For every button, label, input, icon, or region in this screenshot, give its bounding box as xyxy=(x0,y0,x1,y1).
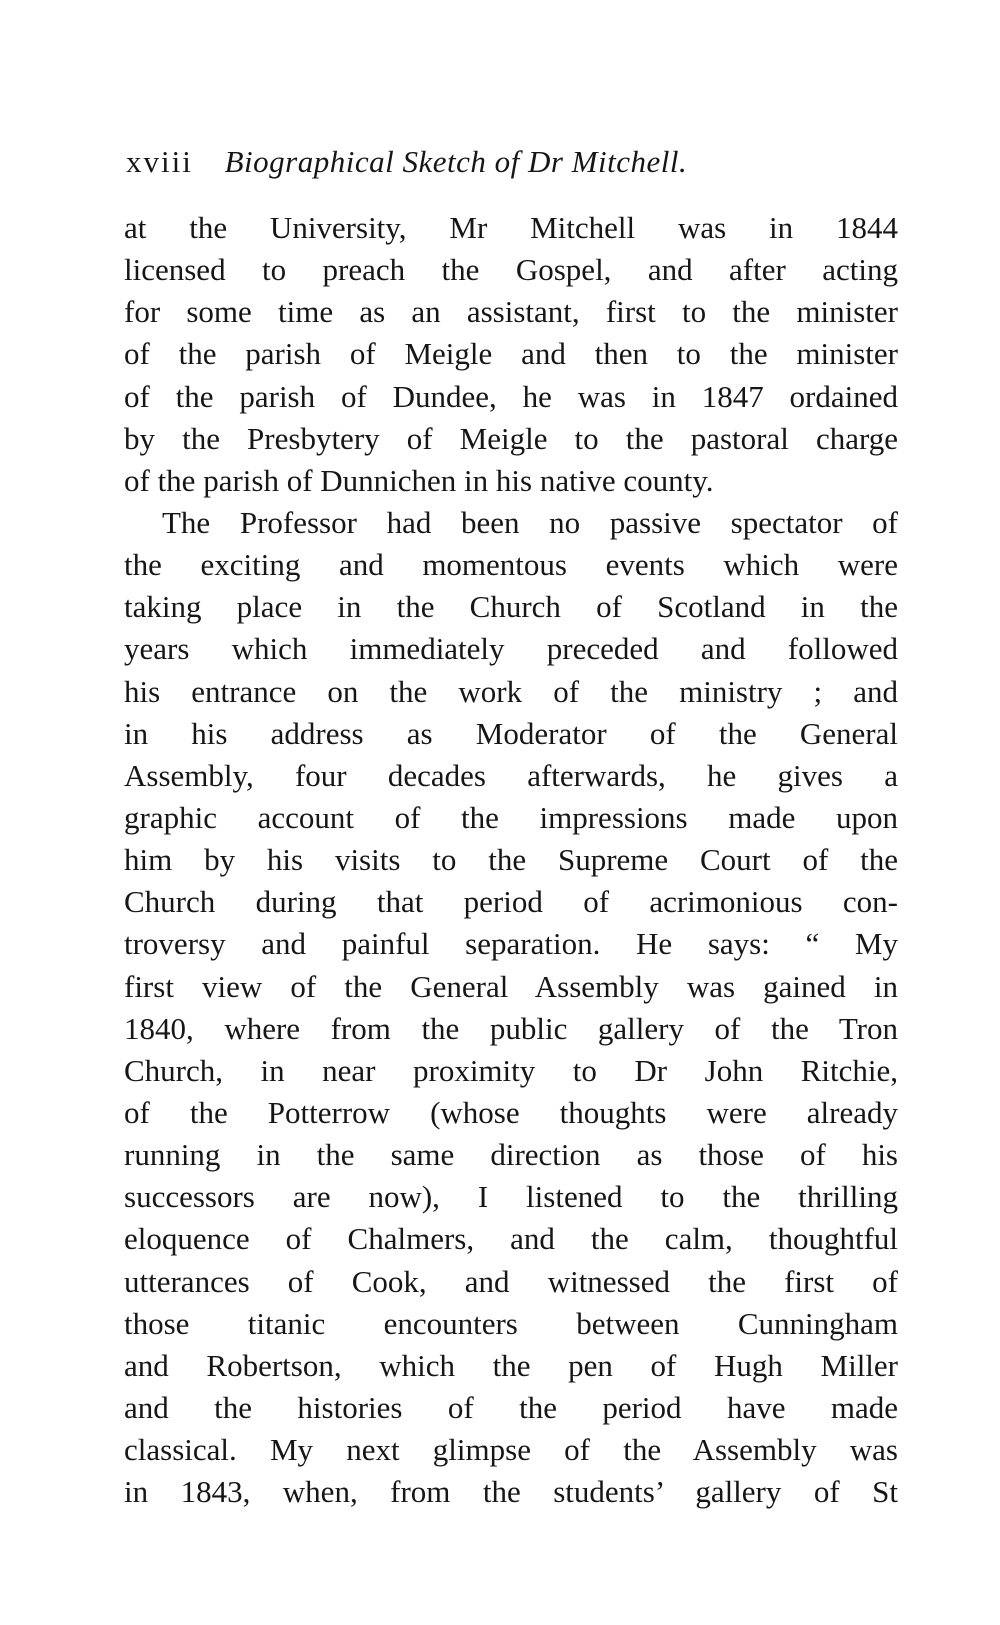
text-line: of the parish of Meigle and then to the minister xyxy=(124,336,898,372)
text-line: 1840, where from the public gallery of the Tron xyxy=(124,1010,898,1046)
body-text xyxy=(124,207,898,1513)
text-line: the exciting and momentous events which were xyxy=(124,547,898,583)
text-line: eloquence of Chalmers, and the calm, thoughtful xyxy=(124,1221,898,1257)
text-line: running in the same direction as those of his xyxy=(124,1137,898,1173)
text-line: Church, in near proximity to Dr John Ritchie, xyxy=(124,1052,898,1088)
text-line: successors are now), I listened to the thrilling xyxy=(124,1179,898,1215)
text-line: first view of the General Assembly was gained in xyxy=(124,968,898,1004)
text-line: him by his visits to the Supreme Court of the xyxy=(124,842,898,878)
text-line: at the University, Mr Mitchell was in 1844 xyxy=(124,210,898,245)
page-number: xviii xyxy=(126,144,193,179)
text-line: Church during that period of acrimonious con- xyxy=(124,884,898,920)
running-title: Biographical Sketch of Dr Mitchell. xyxy=(224,144,688,179)
text-line: taking place in the Church of Scotland in the xyxy=(124,589,898,625)
text-line: troversy and painful separation. He says: “ My xyxy=(124,926,898,962)
text-line: of the Potterrow (whose thoughts were already xyxy=(124,1094,898,1130)
text-line: and Robertson, which the pen of Hugh Miller xyxy=(124,1347,898,1383)
text-line: and the histories of the period have made xyxy=(124,1389,898,1425)
text-line: utterances of Cook, and witnessed the first of xyxy=(124,1263,898,1299)
text-line: The Professor had been no passive spectator of xyxy=(162,504,898,540)
text-line: for some time as an assistant, first to the minister xyxy=(124,294,898,330)
text-line: in his address as Moderator of the General xyxy=(124,715,898,751)
text-line: in 1843, when, from the students’ gallery of St xyxy=(124,1474,898,1510)
text-line: licensed to preach the Gospel, and after acting xyxy=(124,252,898,288)
text-line: graphic account of the impressions made upon xyxy=(124,799,898,835)
text-line: those titanic encounters between Cunningham xyxy=(124,1305,898,1341)
text-line: years which immediately preceded and followed xyxy=(124,631,898,667)
text-line: Assembly, four decades afterwards, he gives a xyxy=(124,757,898,793)
text-line: his entrance on the work of the ministry ; and xyxy=(124,673,898,709)
running-head xyxy=(126,140,906,184)
text-line: by the Presbytery of Meigle to the pastoral charge xyxy=(124,420,898,456)
text-line: classical. My next glimpse of the Assembly was xyxy=(124,1432,898,1468)
text-line: of the parish of Dunnichen in his native county. xyxy=(124,462,714,498)
text-line: of the parish of Dundee, he was in 1847 ordained xyxy=(124,378,898,414)
